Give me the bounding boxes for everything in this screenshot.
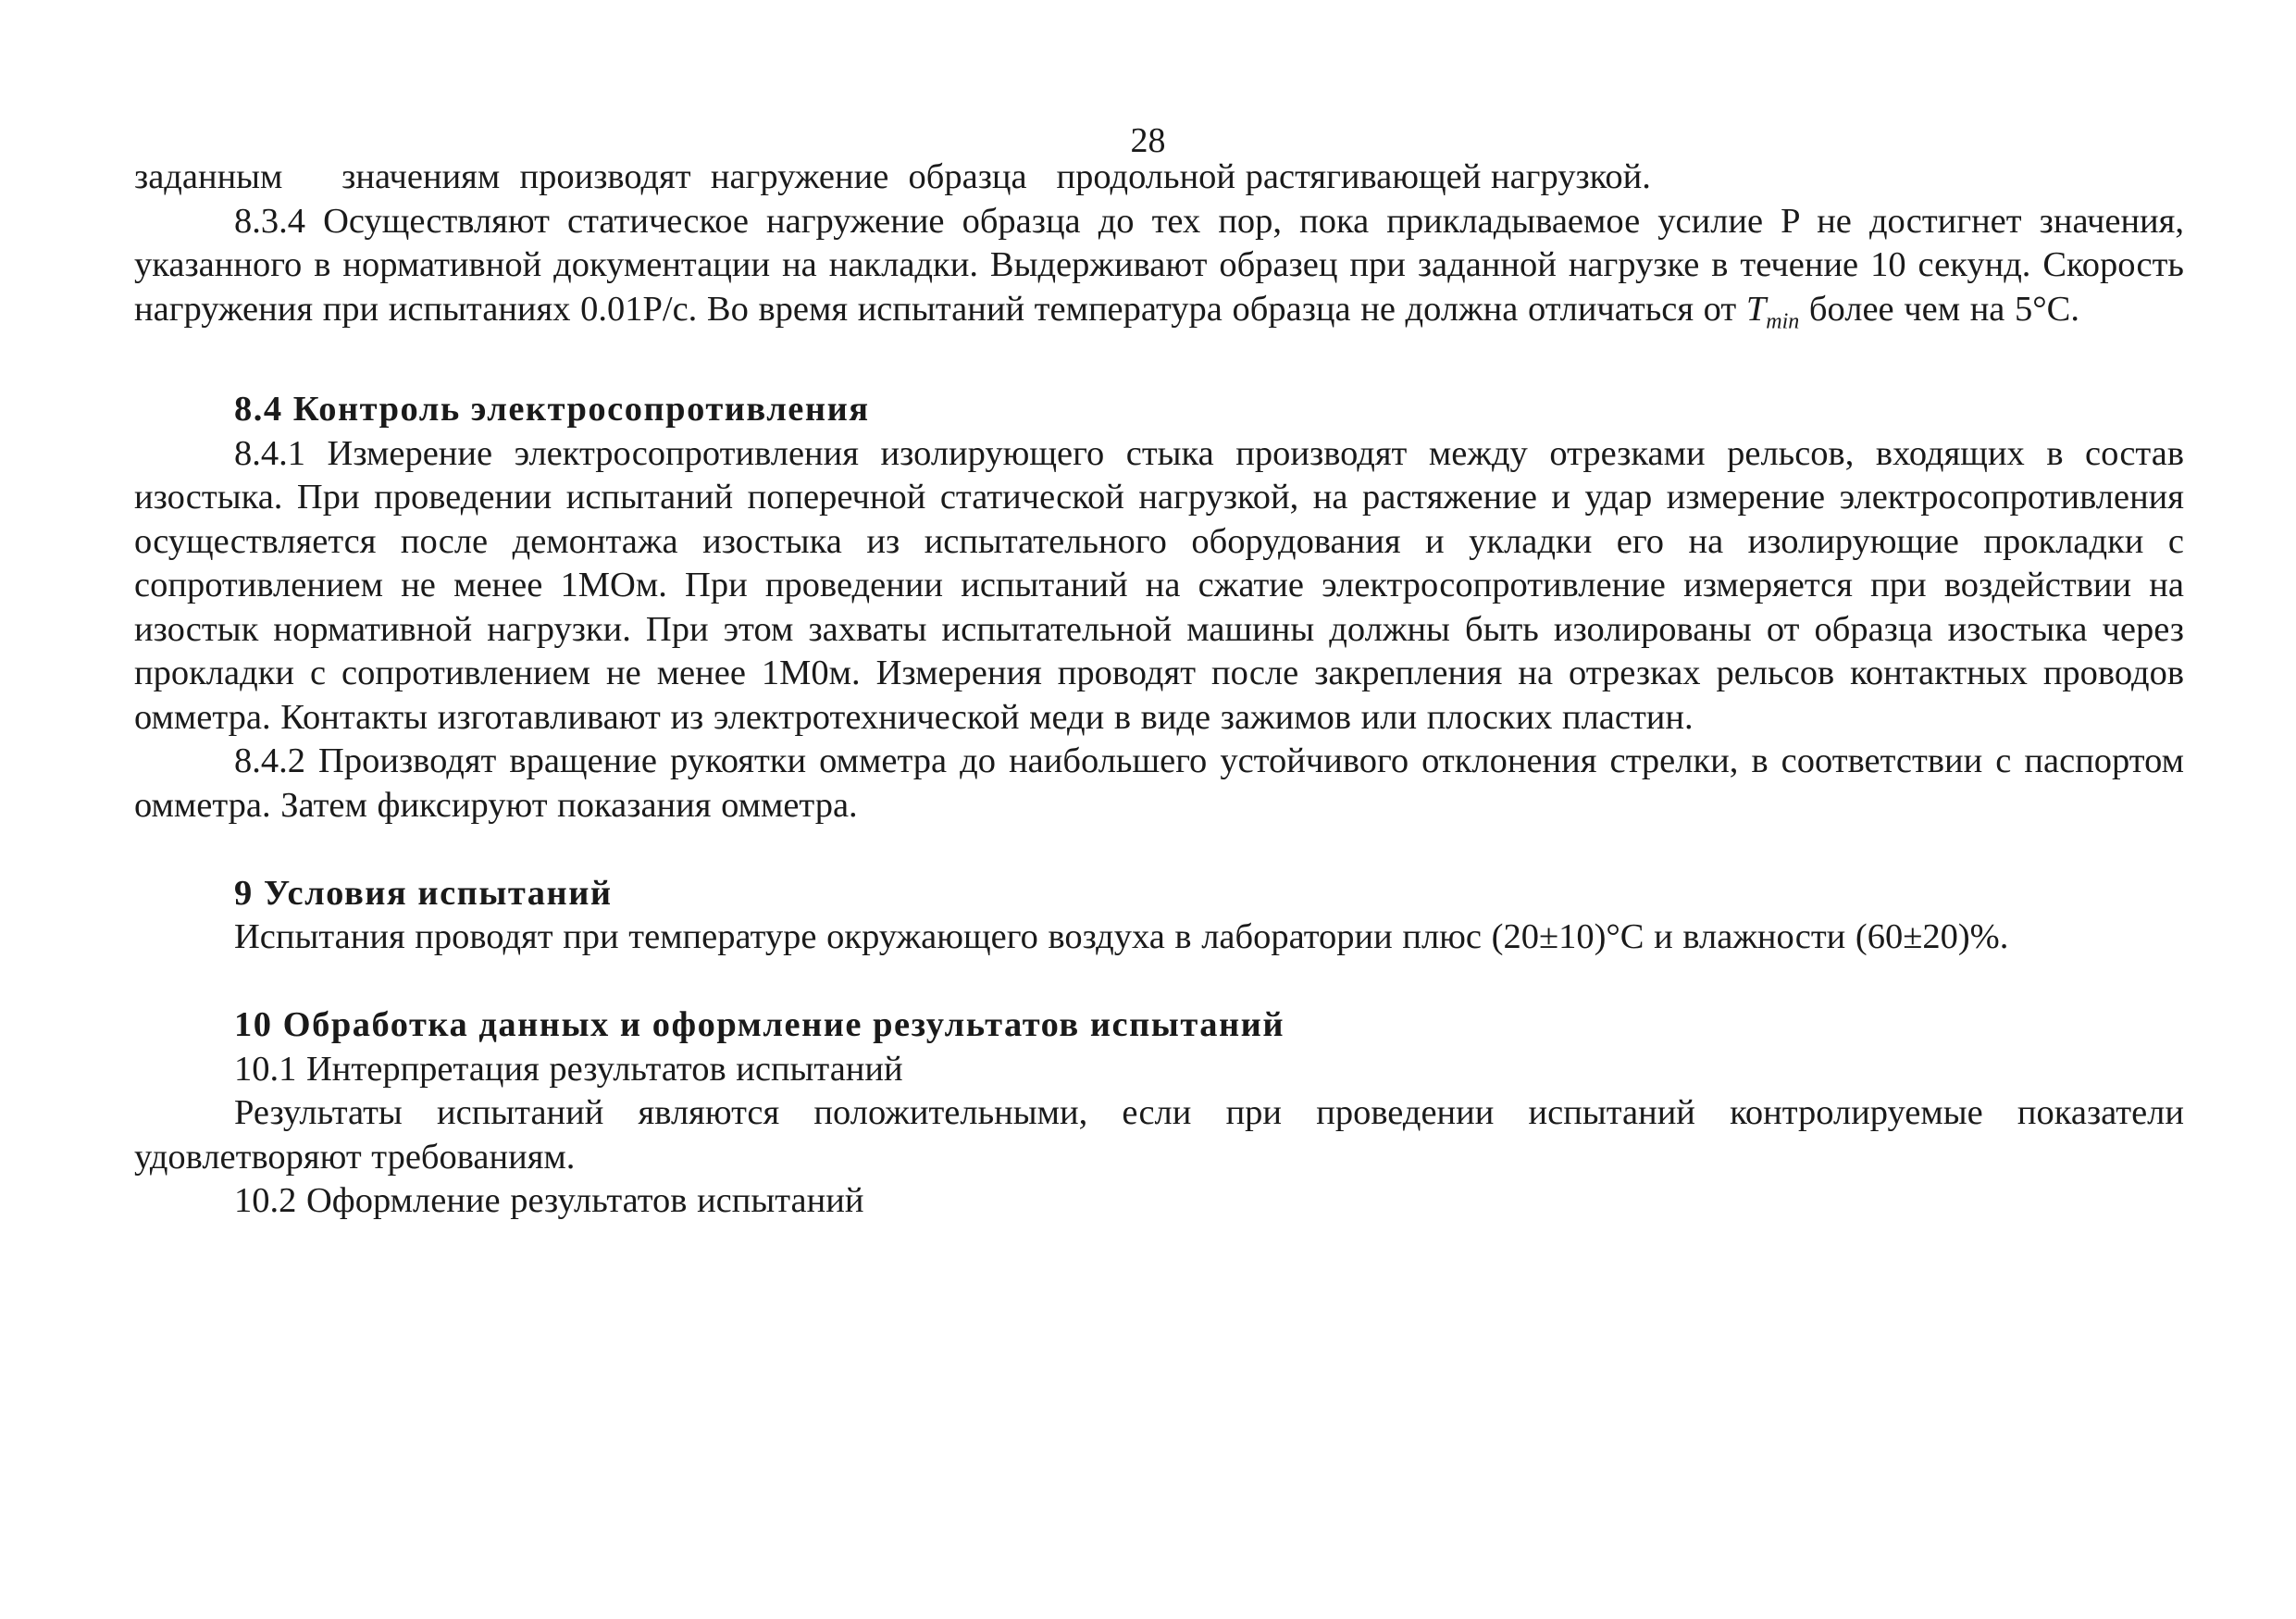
paragraph-8-3-4-text: 8.3.4 Осуществляют статическое нагружение образца до тех пор, пока прикладываемое усилие P не достигнет значения, указанного в нормативной документации на накладки. Выдерживают образец при заданной нагрузке в течение 10 секунд. Скорость нагружения при испытаниях 0.01P/c. Во время испытаний температура образца не должна отличаться от — [134, 201, 2184, 329]
paragraph-9: Испытания проводят при температуре окружающего воздуха в лаборатории плюс (20±10)°С и влажности (60±20)%. — [234, 917, 2009, 957]
paragraph-8-3-4-tail: более чем на 5°С. — [1808, 289, 2079, 329]
heading-8-4: 8.4 Контроль электросопротивления — [234, 390, 870, 430]
heading-9: 9 Условия испытаний — [234, 873, 613, 913]
paragraph-8-4-1: 8.4.1 Измерение электросопротивления изолирующего стыка производят между отрезками рельсов, входящих в состав изостыка. При проведении испытаний поперечной статической нагрузкой, на растяжение и удар измерение электросопротивления осуществляется после демонтажа изостыка из испытательного оборудования и укладки его на изолирующие прокладки с сопротивлением не менее 1МОм. При проведении испытаний на сжатие электросопротивление измеряется при воздействии на изостык нормативной нагрузки. При этом захваты испытательной машины должны быть изолированы от образца изостыка через прокладки с сопротивлением не менее 1М0м. Измерения проводят после закрепления на отрезках рельсов контактных проводов омметра. Контакты изготавливают из электротехнической меди в виде зажимов или плоских пластин. — [134, 433, 2184, 737]
document-body — [134, 156, 2184, 1224]
page-number: 28 — [1130, 121, 1166, 160]
paragraph-10-2: 10.2 Оформление результатов испытаний — [234, 1181, 864, 1221]
paragraph-8-3-4 — [134, 200, 2184, 344]
spacer — [134, 960, 2184, 1004]
t-min-symbol: $T_{min}$ — [1745, 289, 1800, 334]
spacer — [134, 828, 2184, 872]
paragraph-continuation: заданным значениям производят нагружение образца продольной растягивающей нагрузкой. — [134, 157, 1651, 196]
spacer — [134, 344, 2184, 389]
paragraph-10-1: 10.1 Интерпретация результатов испытаний — [234, 1049, 903, 1089]
paragraph-10-1-text: Результаты испытаний являются положительными, если при проведении испытаний контролируемые показатели удовлетворяют требованиям. — [134, 1093, 2184, 1177]
heading-10: 10 Обработка данных и оформление результатов испытаний — [234, 1005, 1285, 1045]
paragraph-8-4-2: 8.4.2 Производят вращение рукоятки омметра до наибольшего устойчивого отклонения стрелки, в соответствии с паспортом омметра. Затем фиксируют показания омметра. — [134, 741, 2184, 825]
